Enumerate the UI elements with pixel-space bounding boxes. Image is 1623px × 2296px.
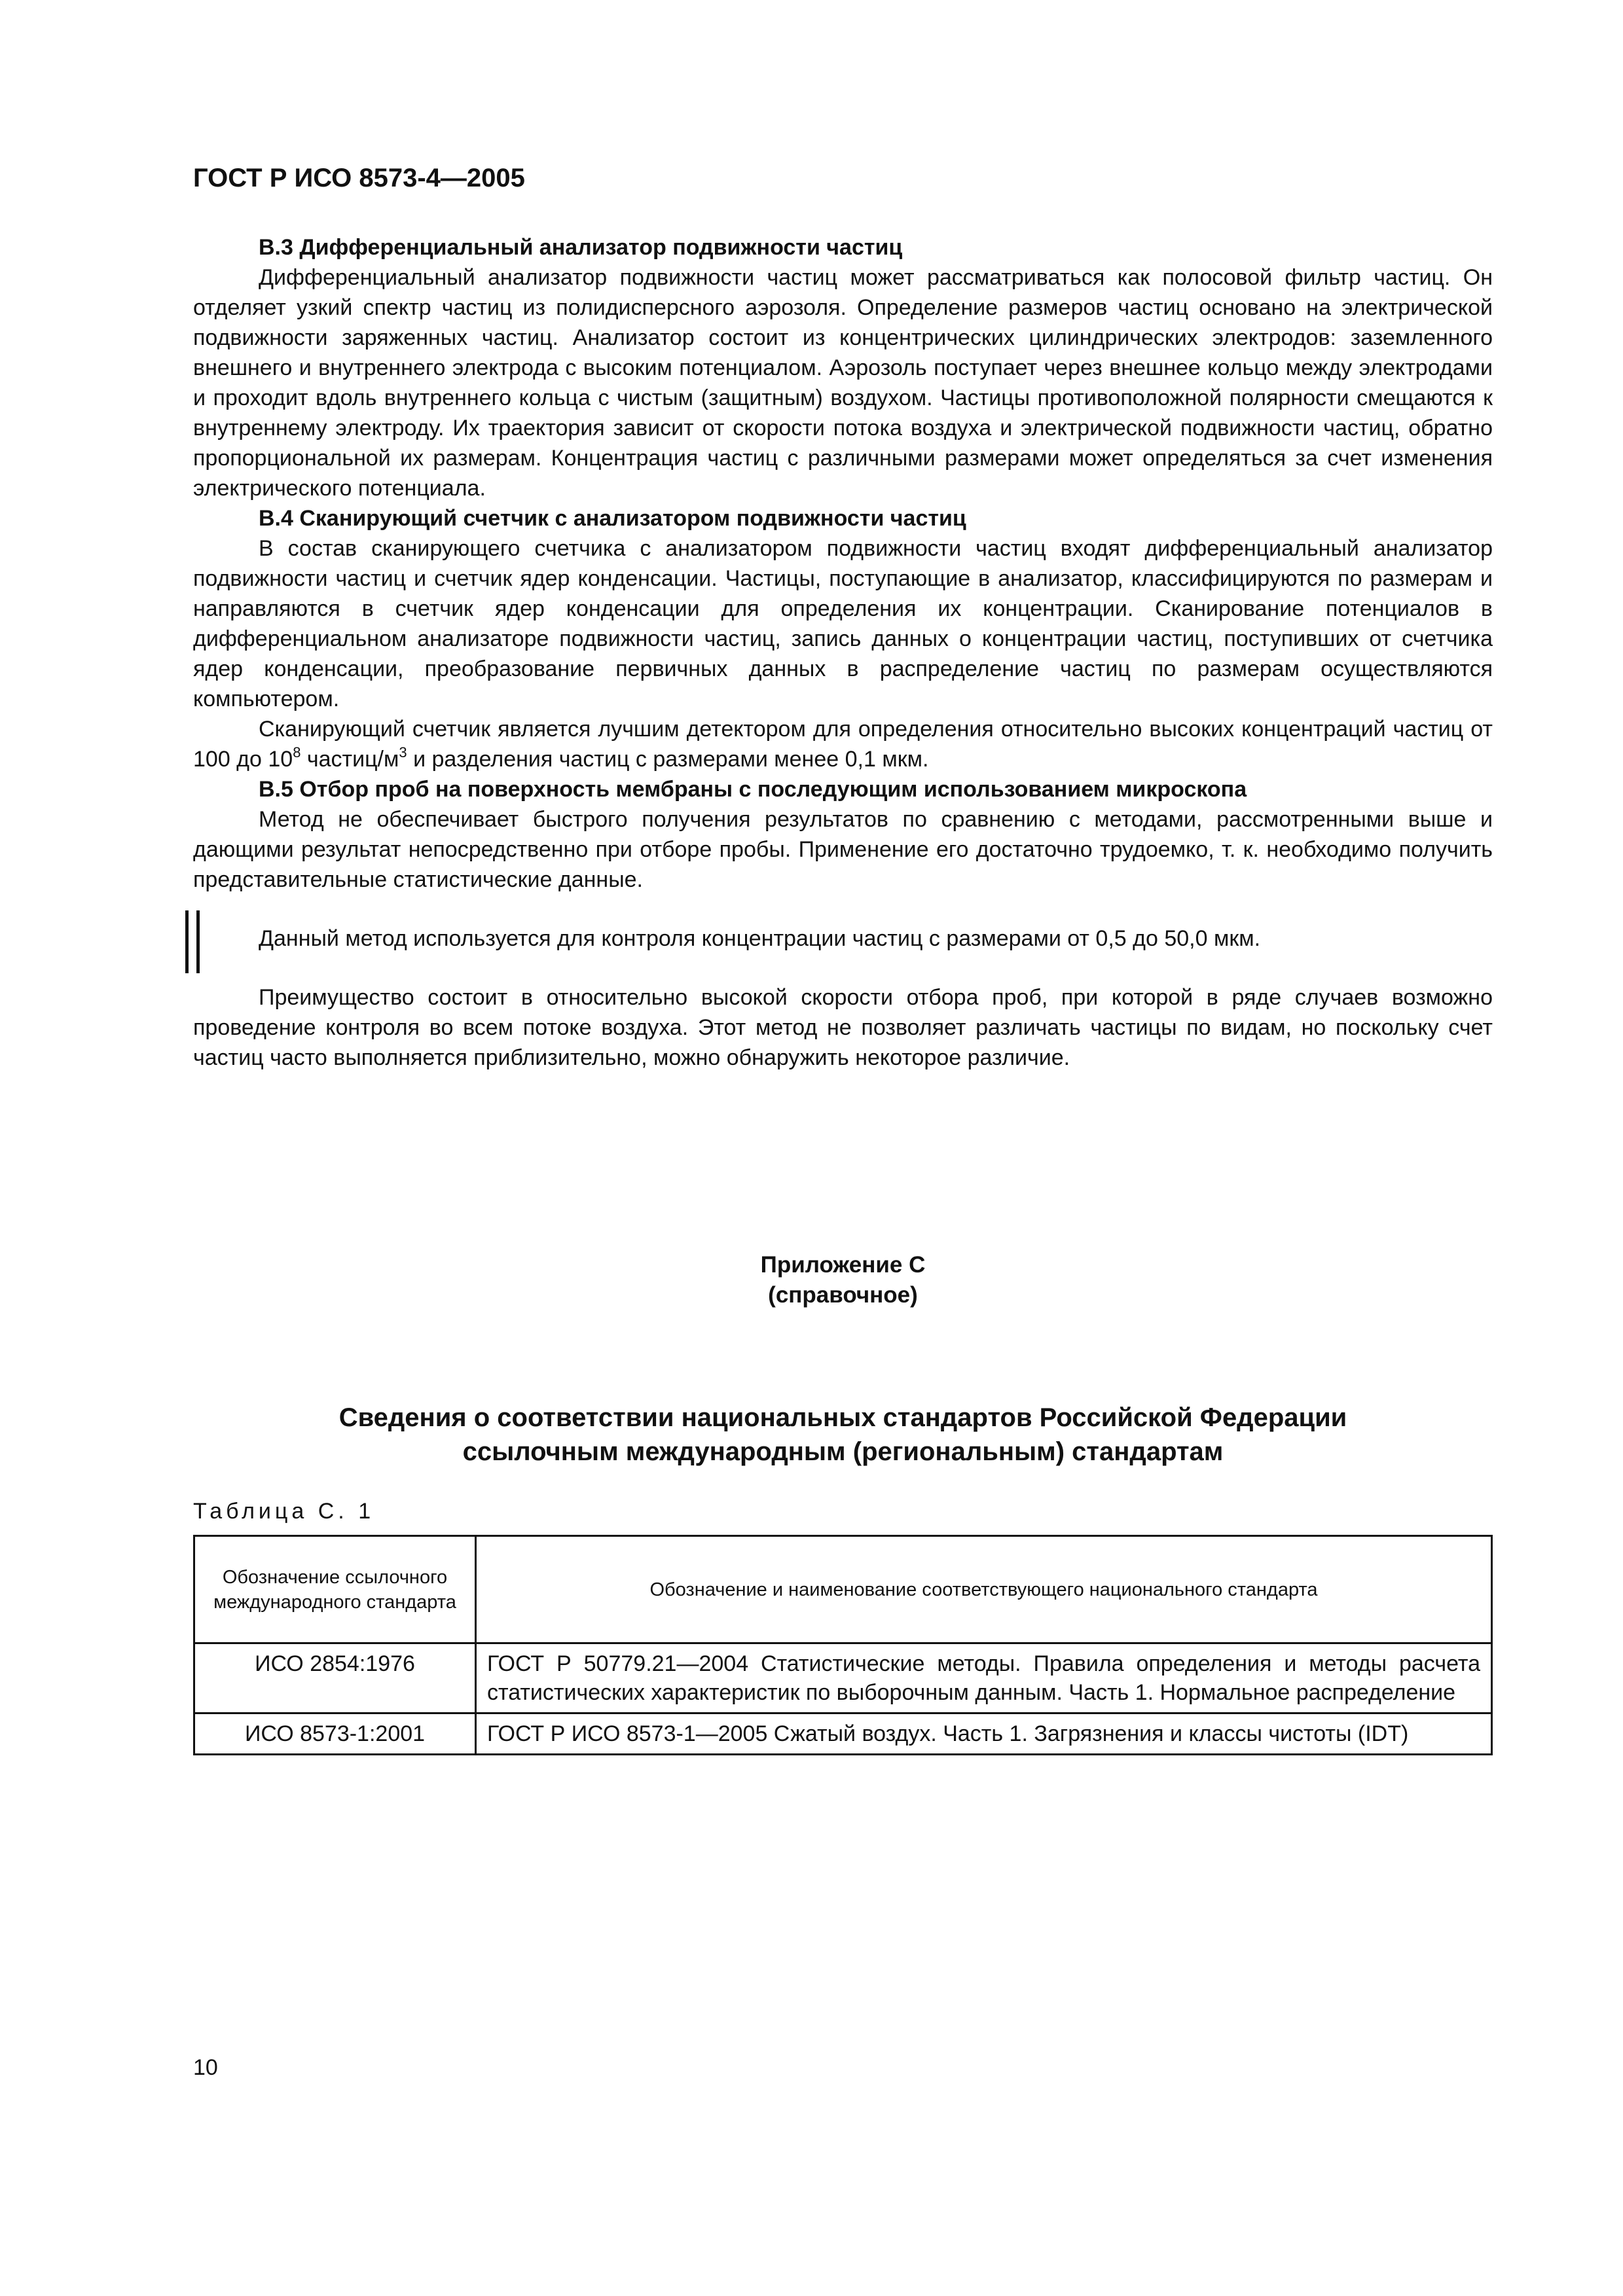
change-bar-marker bbox=[185, 910, 200, 973]
section-b5-text-2: Преимущество состоит в относительно высокой скорости отбора проб, при которой в ряде случаев возможно проведение контроля во всем потоке воздуха. Этот метод не позволяет различать частицы по видам, но поскольку счет частиц часто выполняется приблизительно, можно обнаружить некоторое различие. bbox=[193, 985, 1493, 1070]
annex-title-line-1: Сведения о соответствии национальных стандартов Российской Федерации bbox=[338, 1403, 1347, 1432]
document-code-header: ГОСТ Р ИСО 8573-4—2005 bbox=[193, 164, 525, 192]
column-header-international: Обозначение ссылочного международного стандарта bbox=[194, 1536, 476, 1643]
b4-text-2-end: и разделения частиц с размерами менее 0,1 мкм. bbox=[407, 747, 929, 772]
table-label: Таблица С. 1 bbox=[193, 1499, 375, 1524]
section-b5-marked-text: Данный метод используется для контроля концентрации частиц с размерами от 0,5 до 50,0 мкм. bbox=[259, 926, 1261, 951]
section-b5-title: В.5 Отбор проб на поверхность мембраны с последующим использованием микроскопа bbox=[259, 777, 1247, 802]
b4-text-2-unit: частиц/м bbox=[301, 747, 399, 772]
section-b4-text-1: В состав сканирующего счетчика с анализатором подвижности частиц входят дифференциальный анализатор подвижности частиц и счетчик ядер конденсации. Частицы, поступающие в анализатор, классифицируются по размерам и направляются в счетчик ядер конденсации для определения их концентрации. Сканирование потенциалов в дифференциальном анализаторе подвижности частиц, запись данных о концентрации частиц, поступивших от счетчика ядер конденсации, преобразование первичных данных в распределение частиц по размерам осуществляются компьютером. bbox=[193, 536, 1493, 711]
table-cell-national: ГОСТ Р ИСО 8573-1—2005 Сжатый воздух. Часть 1. Загрязнения и классы чистоты (IDT) bbox=[476, 1713, 1492, 1755]
table-cell-national: ГОСТ Р 50779.21—2004 Статистические методы. Правила определения и методы расчета статистических характеристик по выборочным данным. Часть 1. Нормальное распределение bbox=[476, 1643, 1492, 1713]
table-cell-international: ИСО 2854:1976 bbox=[194, 1643, 476, 1713]
table-cell-international: ИСО 8573-1:2001 bbox=[194, 1713, 476, 1755]
table-row bbox=[194, 1713, 1492, 1755]
section-b3-title: В.3 Дифференциальный анализатор подвижности частиц bbox=[259, 235, 903, 260]
section-b5-text-1: Метод не обеспечивает быстрого получения результатов по сравнению с методами, рассмотренными выше и дающими результат непосредственно при отборе пробы. Применение его достаточно трудоемко, т. к. необходимо получить представительные статистические данные. bbox=[193, 807, 1493, 892]
section-b-body bbox=[193, 232, 1493, 1073]
exponent-8: 8 bbox=[293, 744, 301, 761]
page-number: 10 bbox=[193, 2055, 218, 2080]
exponent-3: 3 bbox=[399, 744, 407, 761]
section-b4-title: В.4 Сканирующий счетчик с анализатором подвижности частиц bbox=[259, 506, 966, 531]
table-row bbox=[194, 1643, 1492, 1713]
column-header-national: Обозначение и наименование соответствующего национального стандарта bbox=[476, 1536, 1492, 1643]
b4-text-2-start: Сканирующий счетчик является лучшим детектором для определения относительно высоких концентраций частиц от 100 до 10 bbox=[193, 717, 1493, 772]
section-b4-text-2 bbox=[193, 714, 1493, 774]
section-b3-text: Дифференциальный анализатор подвижности частиц может рассматриваться как полосовой фильтр частиц. Он отделяет узкий спектр частиц из полидисперсного аэрозоля. Определение размеров частиц основано на электрической подвижности заряженных частиц. Анализатор состоит из концентрических цилиндрических электродов: заземленного внешнего и внутреннего электрода с высоким потенциалом. Аэрозоль поступает через внешнее кольцо между электродами и проходит вдоль внутреннего кольца с чистым (защитным) воздухом. Частицы противоположной полярности смещаются к внутреннему электроду. Их траектория зависит от скорости потока воздуха и электрической подвижности частиц, обратно пропорциональной их размерам. Концентрация частиц с различными размерами может определяться за счет изменения электрического потенциала. bbox=[193, 265, 1493, 501]
annex-name: Приложение С bbox=[760, 1252, 926, 1278]
annex-status: (справочное) bbox=[768, 1282, 918, 1308]
table-header-row bbox=[194, 1536, 1492, 1643]
standards-correspondence-table bbox=[193, 1535, 1493, 1755]
annex-title-line-2: ссылочным международным (региональным) стандартам bbox=[462, 1437, 1224, 1466]
change-marked-paragraph bbox=[193, 924, 1493, 954]
